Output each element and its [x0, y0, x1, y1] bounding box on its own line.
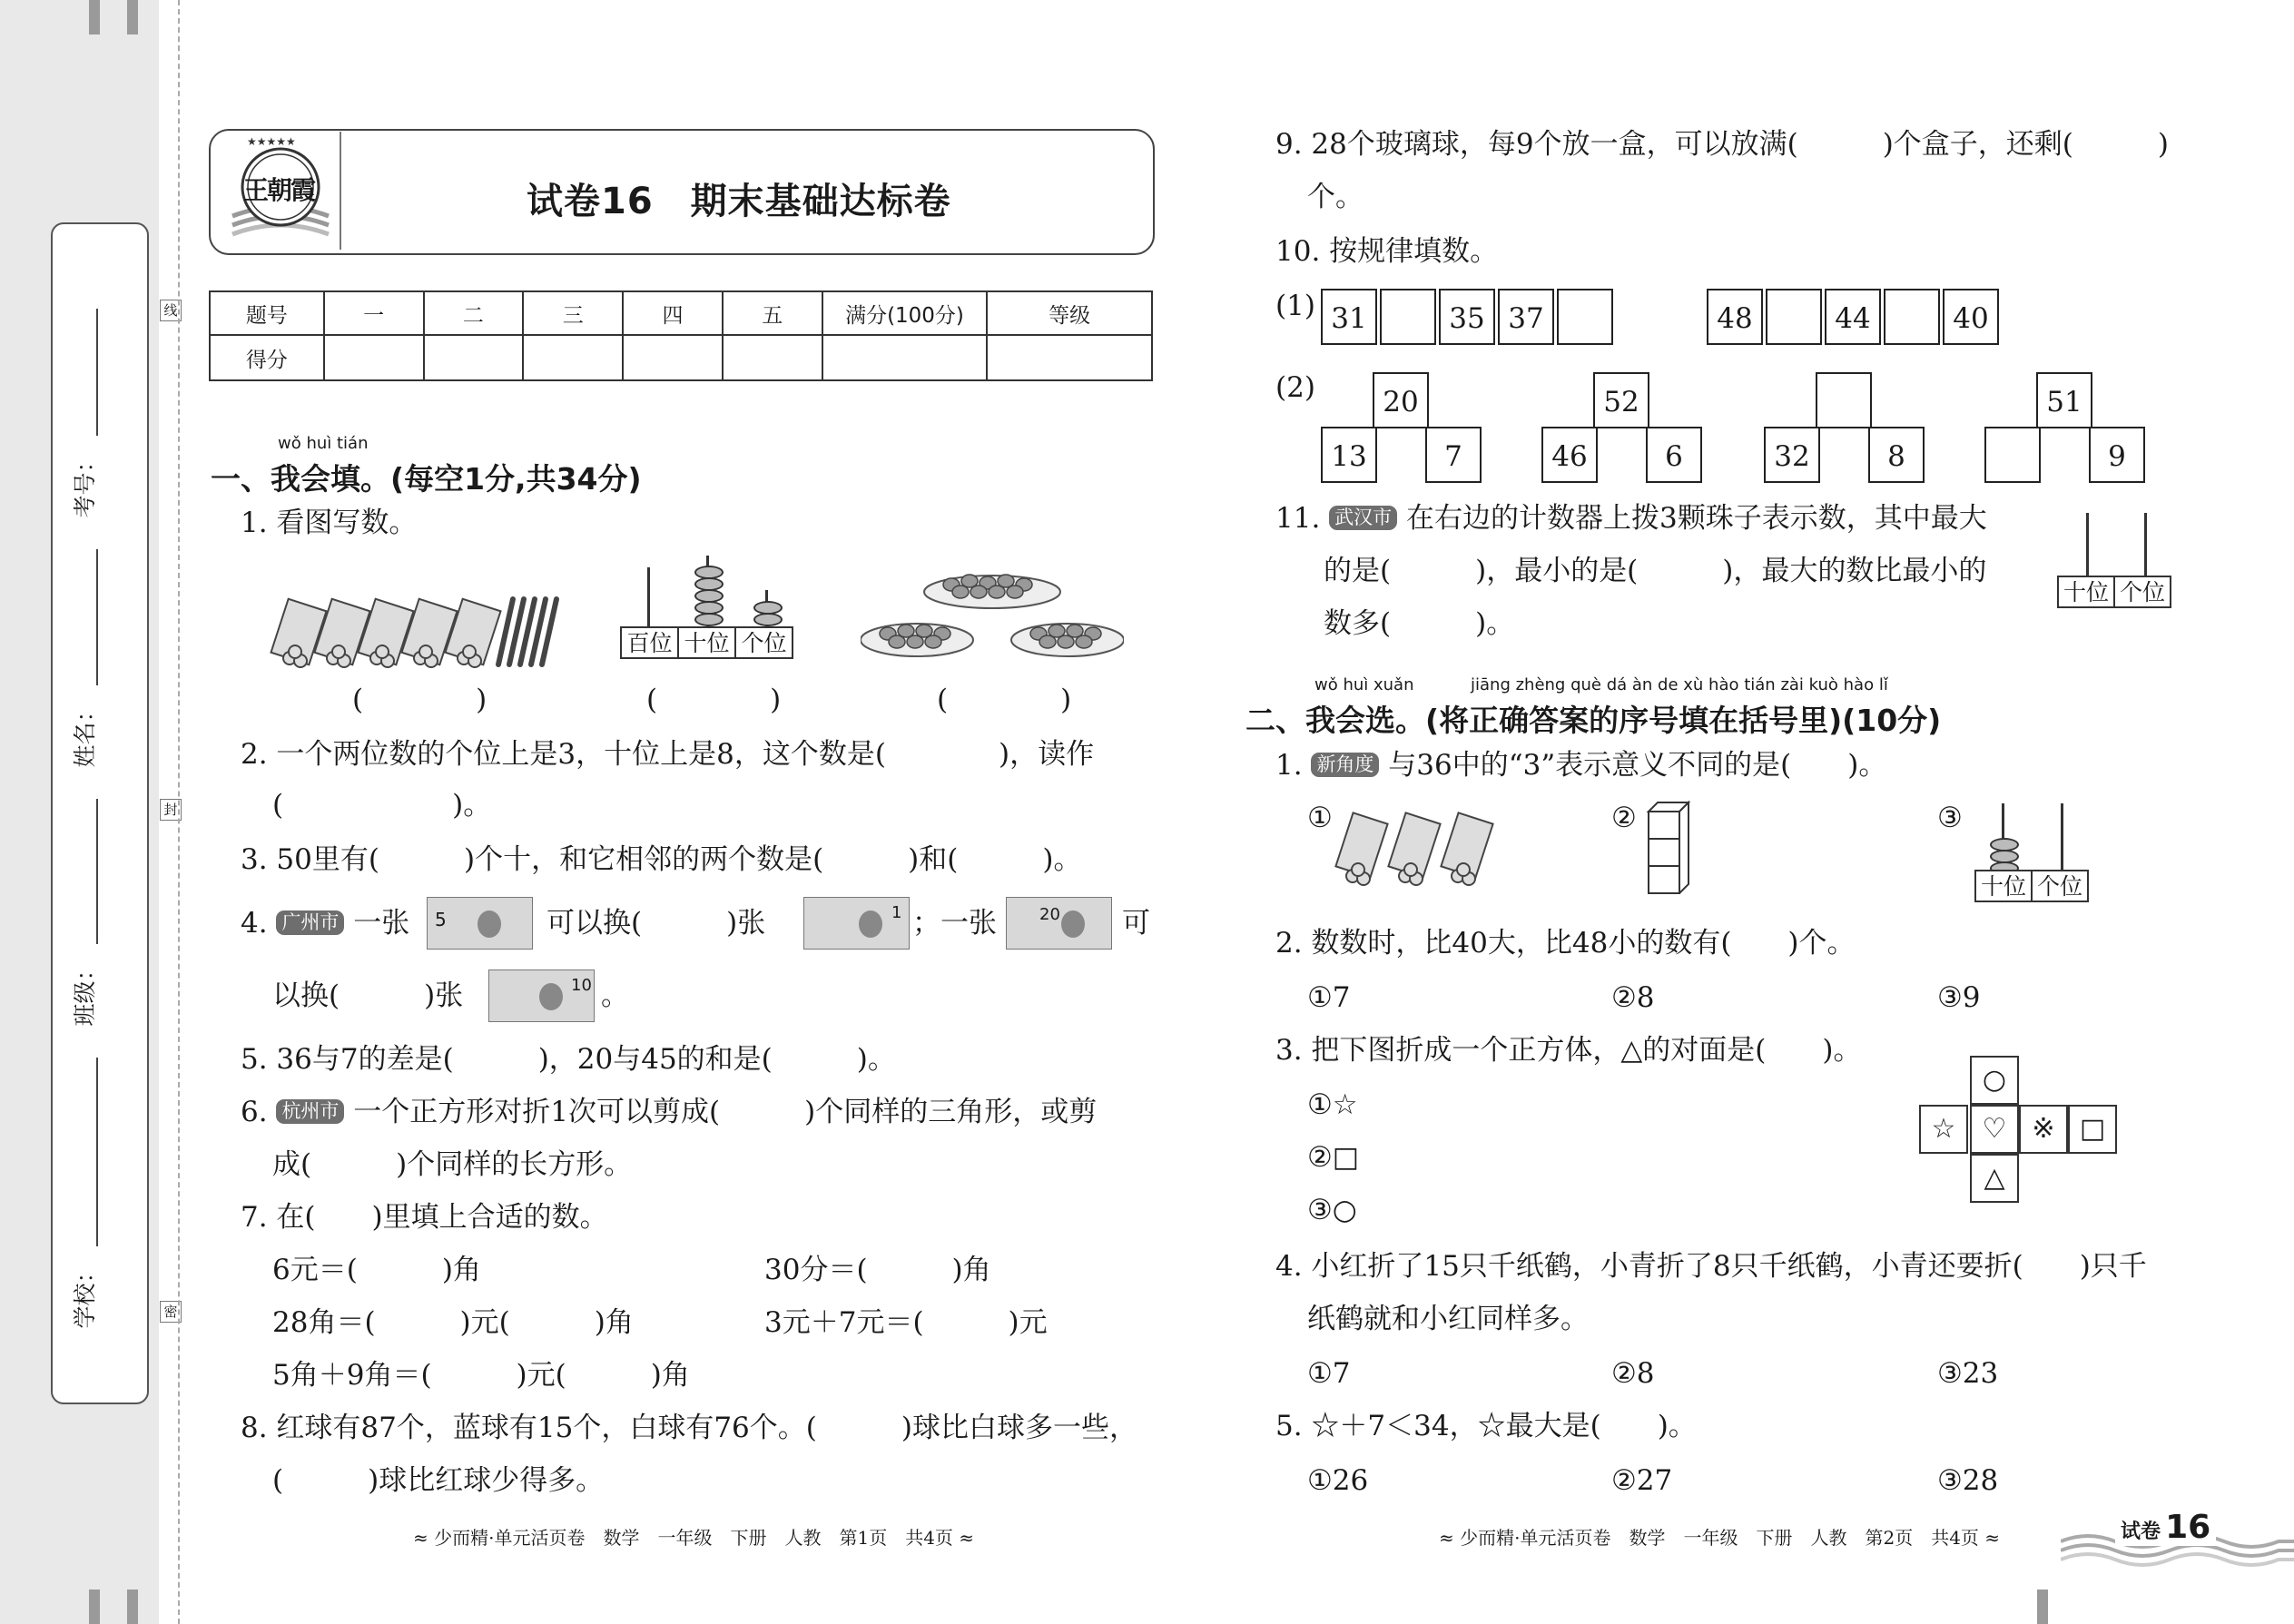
s2-q1-option[interactable]: ③	[1937, 802, 1963, 834]
three-bundles-picture	[1333, 799, 1514, 890]
section1-pinyin: wǒ huì tián	[278, 434, 369, 453]
banknote-portrait	[478, 910, 501, 938]
footer-right: ≈ 少而精·单元活页卷 数学 一年级 下册 人教 第2页 共4页 ≈	[1439, 1527, 2001, 1549]
q4-text-a4: 可	[1122, 907, 1150, 940]
pattern-left-box[interactable]	[1984, 427, 2041, 483]
abacus-bead	[753, 613, 783, 626]
pattern-top-box: 20	[1373, 372, 1429, 428]
s2-q1-option[interactable]: ②	[1611, 802, 1637, 834]
score-cell[interactable]	[324, 335, 424, 380]
score-table	[209, 290, 1153, 381]
score-table-header: 五	[723, 291, 822, 335]
q7-item: 5角＋9角＝( )元( )角	[272, 1359, 690, 1392]
q11-number: 11.	[1275, 502, 1321, 535]
sequence-box: 40	[1943, 289, 1999, 345]
score-cell[interactable]	[723, 335, 822, 380]
banknote-portrait	[859, 910, 882, 938]
score-cell[interactable]	[987, 335, 1152, 380]
score-row-label: 得分	[210, 335, 324, 380]
name-line	[96, 549, 98, 685]
banknote-value: 20	[1039, 905, 1060, 924]
q4-number: 4.	[241, 907, 268, 940]
region-tag-wuhan: 武汉市	[1329, 506, 1397, 530]
binding-mark	[127, 1590, 138, 1624]
abacus-label: 十位	[677, 626, 736, 659]
seal-mark: 线	[160, 300, 182, 321]
badge-number: 16	[2165, 1509, 2211, 1546]
s2-q5-option[interactable]: ③28	[1937, 1464, 1999, 1497]
abacus-label: 十位	[2057, 576, 2115, 608]
footer-left: ≈ 少而精·单元活页卷 数学 一年级 下册 人教 第1页 共4页 ≈	[413, 1527, 975, 1549]
binding-mark	[89, 1590, 100, 1624]
net-cell-circle: ○	[1970, 1056, 2019, 1105]
q6-text-cont: 成( )个同样的长方形。	[272, 1148, 633, 1181]
section2-title: 二、我会选。(将正确答案的序号填在括号里)(10分)	[1245, 703, 1942, 738]
pattern-right-box: 8	[1868, 427, 1925, 483]
q6-number: 6.	[241, 1096, 268, 1128]
q11-text-c: 数多( )。	[1324, 607, 1515, 640]
abacus-label: 十位	[1974, 870, 2033, 902]
s2-q4-option[interactable]: ①7	[1307, 1357, 1351, 1390]
q7-text: 7. 在( )里填上合适的数。	[241, 1201, 608, 1234]
region-tag-guangzhou: 广州市	[276, 910, 344, 935]
badge-label: 试卷	[2121, 1521, 2161, 1543]
q9-text-cont: 个。	[1307, 181, 1364, 213]
s2-q5-option[interactable]: ②27	[1611, 1464, 1673, 1497]
s2-q3-option[interactable]: ②□	[1307, 1141, 1360, 1174]
school-line	[96, 1058, 98, 1246]
abacus-label: 个位	[2031, 870, 2089, 902]
exam-badge	[2115, 1509, 2216, 1546]
header-divider	[340, 132, 341, 250]
banknote-1-icon	[803, 897, 910, 950]
name-label: 姓名：	[72, 699, 98, 768]
s2-q4-text: 4. 小红折了15只千纸鹤，小青折了8只千纸鹤，小青还要折( )只千	[1275, 1250, 2147, 1283]
banknote-value: 10	[571, 976, 592, 995]
s2-q1-number: 1.	[1275, 749, 1303, 782]
q11-text-b: 的是( )，最小的是( )，最大的数比最小的	[1324, 555, 1987, 587]
q6-text: 一个正方形对折1次可以剪成( )个同样的三角形，或剪	[353, 1096, 1098, 1128]
score-table-header: 一	[324, 291, 424, 335]
section2-pinyin: wǒ huì xuǎn	[1314, 675, 1414, 694]
abacus-rod	[2061, 803, 2063, 871]
q2-text-cont: ( )。	[272, 789, 492, 822]
s2-q2-option[interactable]: ①7	[1307, 981, 1351, 1014]
s2-q5-option[interactable]: ①26	[1307, 1464, 1369, 1497]
q1-answer-blank[interactable]: ( )	[352, 684, 487, 716]
region-tag-hangzhou: 杭州市	[276, 1099, 344, 1124]
score-cell[interactable]	[523, 335, 623, 380]
section2-pinyin: jiāng zhèng què dá àn de xù hào tián zài kuò hào lǐ	[1471, 675, 1888, 694]
page-title: 试卷16 期末基础达标卷	[527, 181, 951, 222]
banknote-10-icon	[488, 969, 595, 1022]
abacus-rod	[2086, 513, 2089, 576]
abacus-label: 百位	[620, 626, 679, 659]
s2-q2-option[interactable]: ②8	[1611, 981, 1655, 1014]
banknote-value: 1	[891, 903, 902, 922]
sequence-box: 37	[1498, 289, 1554, 345]
s2-q5-text: 5. ☆＋7＜34，☆最大是( )。	[1275, 1410, 1697, 1442]
q4-text-a2: 可以换( )张	[546, 907, 766, 940]
q10-text: 10. 按规律填数。	[1275, 235, 1499, 268]
q7-item: 6元＝( )角	[272, 1254, 481, 1286]
score-table-header: 四	[623, 291, 723, 335]
pattern-right-box: 9	[2089, 427, 2145, 483]
abacus-rod	[647, 567, 650, 629]
sequence-box: 31	[1321, 289, 1377, 345]
net-cell-triangle: △	[1970, 1154, 2019, 1203]
new-angle-tag: 新角度	[1311, 753, 1379, 777]
q7-item: 3元＋7元＝( )元	[764, 1306, 1048, 1339]
q11-line	[1275, 502, 1987, 535]
q10-part1-label: (1)	[1275, 290, 1315, 322]
bundled-sticks-picture	[270, 581, 560, 672]
net-cell-asterism: ※	[2019, 1105, 2068, 1154]
sequence-box: 35	[1439, 289, 1495, 345]
exam-number-line	[96, 309, 98, 436]
q7-item: 28角＝( )元( )角	[272, 1306, 634, 1339]
q6-line	[241, 1098, 1097, 1127]
abacus-label: 个位	[734, 626, 793, 659]
s2-q3-option[interactable]: ③○	[1307, 1194, 1357, 1226]
pattern-right-box: 6	[1646, 427, 1702, 483]
s2-q3-option[interactable]: ①☆	[1307, 1088, 1358, 1121]
abacus-label: 个位	[2113, 576, 2171, 608]
q1-answer-blank[interactable]: ( )	[937, 684, 1072, 716]
banknote-20-icon	[1006, 897, 1112, 950]
s2-q4-option[interactable]: ③23	[1937, 1357, 1999, 1390]
q4-text-b1: 以换( )张	[272, 979, 464, 1012]
q10-part2-label: (2)	[1275, 371, 1315, 404]
logo-text: 王朝霞	[243, 175, 315, 205]
svg-text:★★★★★: ★★★★★	[247, 135, 296, 148]
score-table-header: 满分(100分)	[822, 291, 988, 335]
seal-mark: 封	[160, 799, 182, 821]
q5-text: 5. 36与7的差是( )，20与45的和是( )。	[241, 1043, 896, 1076]
s2-q1-line	[1275, 749, 1887, 782]
q2-text: 2. 一个两位数的个位上是3，十位上是8，这个数是( )，读作	[241, 738, 1095, 771]
section1-title: 一、我会填。(每空1分,共34分)	[211, 461, 642, 497]
exam-number-label: 考号：	[72, 449, 98, 518]
score-cell[interactable]	[822, 335, 988, 380]
class-label: 班级：	[72, 958, 98, 1027]
pattern-right-box: 7	[1425, 427, 1482, 483]
student-info-box	[51, 222, 149, 1404]
pattern-left-box: 46	[1541, 427, 1598, 483]
sequence-box[interactable]	[1557, 289, 1613, 345]
abacus-bead	[694, 613, 724, 626]
pattern-left-box: 13	[1321, 427, 1377, 483]
logo	[225, 134, 336, 245]
q8-text: 8. 红球有87个，蓝球有15个，白球有76个。( )球比白球多一些，	[241, 1412, 1137, 1444]
banknote-portrait	[539, 983, 563, 1010]
net-cell-star: ☆	[1919, 1105, 1968, 1154]
q4-text-a1: 一张	[353, 907, 410, 940]
abacus-rod	[2144, 513, 2147, 576]
q1-text: 1. 看图写数。	[241, 507, 418, 539]
school-label: 学校：	[72, 1260, 98, 1329]
s2-q2-text: 2. 数数时，比40大，比48小的数有( )个。	[1275, 927, 1856, 960]
q8-text-cont: ( )球比红球少得多。	[272, 1464, 605, 1497]
s2-q1-text: 与36中的“3”表示意义不同的是( )。	[1388, 749, 1887, 782]
q1-answer-blank[interactable]: ( )	[646, 684, 782, 716]
sequence-box: 48	[1707, 289, 1763, 345]
net-cell-heart: ♡	[1970, 1105, 2019, 1154]
sequence-box[interactable]	[1766, 289, 1822, 345]
score-table-header: 二	[424, 291, 524, 335]
banknote-5-icon	[427, 897, 533, 950]
score-cell[interactable]	[623, 335, 723, 380]
score-table-header: 题号	[210, 291, 324, 335]
q4-line	[241, 907, 410, 940]
s2-q2-option[interactable]: ③9	[1937, 981, 1981, 1014]
plates-of-dumplings-picture	[861, 563, 1124, 667]
stacked-cubes-picture	[1645, 799, 1690, 894]
score-table-header: 三	[523, 291, 623, 335]
q11-text: 在右边的计数器上拨3颗珠子表示数，其中最大	[1406, 502, 1987, 535]
s2-q4-text-cont: 纸鹤就和小红同样多。	[1307, 1303, 1589, 1335]
q4-text-b2: 。	[601, 979, 629, 1012]
banknote-portrait	[1061, 910, 1085, 938]
q9-text: 9. 28个玻璃球，每9个放一盒，可以放满( )个盒子，还剩( )	[1275, 128, 2169, 161]
s2-q3-text: 3. 把下图折成一个正方体，△的对面是( )。	[1275, 1034, 1862, 1067]
pattern-left-box: 32	[1764, 427, 1820, 483]
net-cell-square: □	[2068, 1105, 2117, 1154]
q3-text: 3. 50里有( )个十，和它相邻的两个数是( )和( )。	[241, 843, 1082, 876]
seal-mark: 密	[160, 1301, 182, 1323]
pattern-top-box[interactable]	[1816, 372, 1872, 428]
score-table-header: 等级	[987, 291, 1152, 335]
sequence-box[interactable]	[1884, 289, 1940, 345]
binding-mark	[127, 0, 138, 34]
s2-q4-option[interactable]: ②8	[1611, 1357, 1655, 1390]
binding-cut-line	[178, 0, 180, 1624]
q4-text-a3: ；一张	[912, 907, 997, 940]
sequence-box[interactable]	[1380, 289, 1436, 345]
binding-mark	[2037, 1590, 2048, 1624]
pattern-top-box: 51	[2036, 372, 2092, 428]
binding-mark	[89, 0, 100, 34]
pattern-top-box: 52	[1593, 372, 1649, 428]
banknote-value: 5	[435, 909, 447, 930]
q7-item: 30分＝( )角	[764, 1254, 991, 1286]
s2-q1-option[interactable]: ①	[1307, 802, 1333, 834]
score-cell[interactable]	[424, 335, 524, 380]
sequence-box: 44	[1825, 289, 1881, 345]
class-line	[96, 799, 98, 944]
